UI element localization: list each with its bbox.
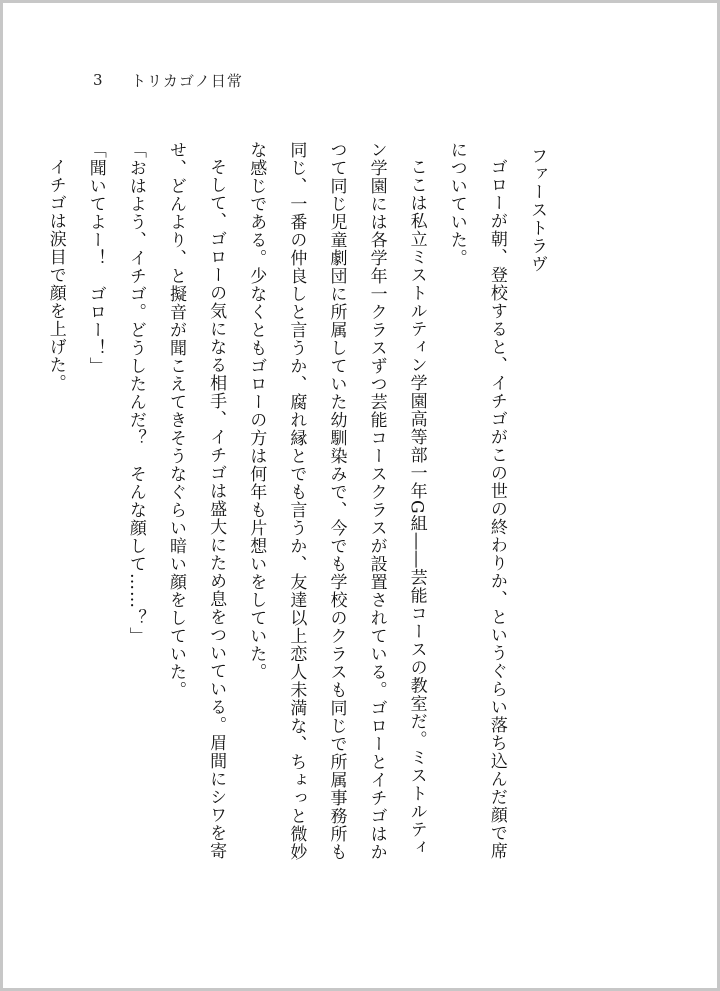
- page-number: 3: [93, 71, 103, 89]
- book-page: [3, 3, 717, 988]
- running-header: [93, 69, 243, 91]
- chapter-title: トリカゴノ日常: [131, 71, 243, 90]
- vertical-body-text: [36, 141, 557, 901]
- section-title: ファーストラヴ: [527, 147, 547, 273]
- dialogue-line: 「聞いてよー！ ゴロー！」: [85, 141, 106, 375]
- body-line: 同じ、一番の仲良しと言うか、腐れ縁とでも言うか、友達以上恋人未満な、ちょっと微妙: [286, 141, 307, 861]
- body-line: つて同じ児童劇団に所属していた幼馴染みで、今でも学校のクラスも同じで所属事務所も: [326, 141, 347, 861]
- dialogue-line: 「おはよう、イチゴ。どうしたんだ？ そんな顔して……？」: [125, 141, 146, 645]
- body-line: せ、どんより、と擬音が聞こえてきそうなぐらい暗い顔をしていた。: [166, 141, 187, 699]
- body-line: ゴローが朝、登校すると、イチゴがこの世の終わりか、というぐらい落ち込んだ顔で席: [486, 158, 507, 860]
- body-line: ン学園には各学年一クラスずつ芸能コースクラスが設置されている。ゴローとイチゴはか: [366, 141, 387, 861]
- body-line: そして、ゴローの気になる相手、イチゴは盛大にため息をついている。眉間にシワを寄: [206, 158, 227, 860]
- body-line: ここは私立ミストルティン学園高等部一年G組――芸能コースの教室だ。ミストルティ: [406, 158, 427, 857]
- body-line: イチゴは涙目で顔を上げた。: [45, 158, 66, 392]
- body-line: についていた。: [446, 141, 467, 267]
- body-line: な感じである。少なくともゴローの方は何年も片想いをしていた。: [246, 141, 267, 681]
